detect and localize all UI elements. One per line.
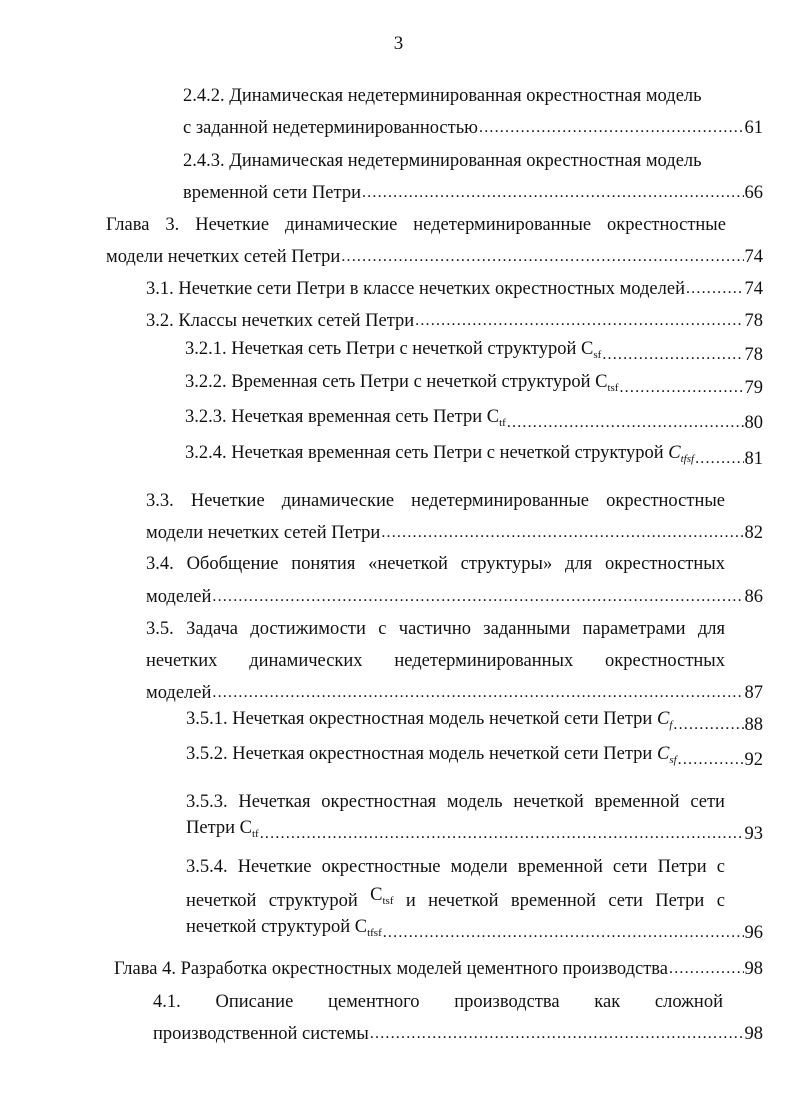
toc-entry-3-2-2[interactable]: 3.2.2. Временная сеть Петри с нечеткой структурой $C_{tsf}$ ..... 79 (185, 369, 763, 399)
toc-entry-2-4-2-line1: 2.4.2. Динамическая недетерминированная окрестностная модель (183, 86, 702, 106)
toc-entry-3-1[interactable]: 3.1. Нечеткие сети Петри в классе нечетких окрестностных моделей ..... 74 (146, 270, 763, 300)
toc-entry-3-5-line1: 3.5. Задача достижимости с частично заданными параметрами для (146, 619, 725, 639)
toc-entry-3-5-line2: нечетких динамических недетерминированных окрестностных (146, 651, 725, 671)
page-number: 3 (393, 33, 404, 54)
page-ref: 86 (744, 587, 763, 607)
page-ref: 78 (744, 311, 763, 331)
toc-entry-3-5-2[interactable]: 3.5.2. Нечеткая окрестностная модель нечеткой сети Петри $C_{sf}$ ..... 92 (186, 741, 763, 771)
page-ref: 66 (744, 183, 763, 203)
toc-entry-3-5-4[interactable]: нечеткой структурой $C_{tfsf}$ ..... 96 (186, 914, 763, 944)
toc-entry-3-5-3[interactable]: Петри $C_{tf}$ ..... 93 (186, 815, 763, 845)
toc-entry-3-5-4-line2: нечеткой структурой $C_{tsf}$ и нечеткой временной сети Петри с (186, 885, 725, 911)
toc-entry-3-2[interactable]: 3.2. Классы нечетких сетей Петри ..... 78 (146, 302, 763, 332)
toc-entry-4-1[interactable]: производственной системы ..... 98 (153, 1015, 763, 1045)
page-ref: 98 (744, 1024, 763, 1044)
page-ref: 78 (744, 345, 763, 365)
page-ref: 92 (744, 750, 763, 770)
toc-entry-3-3-line1: 3.3. Нечеткие динамические недетерминированные окрестностные (146, 491, 725, 511)
toc-entry-2-4-2[interactable]: с заданной недетерминированностью ..... 61 (183, 109, 763, 139)
page-ref: 98 (744, 959, 763, 979)
toc-entry-3-4[interactable]: моделей ..... 86 (146, 578, 763, 608)
toc-entry-3-5-4-line1: 3.5.4. Нечеткие окрестностные модели временной сети Петри с (186, 857, 725, 877)
page-ref: 93 (744, 824, 763, 844)
page-ref: 80 (744, 413, 763, 433)
toc-entry-3-3[interactable]: модели нечетких сетей Петри ..... 82 (146, 514, 763, 544)
page-ref: 79 (744, 378, 763, 398)
page-ref: 61 (744, 118, 763, 138)
page-ref: 82 (744, 523, 763, 543)
toc-entry-3-5[interactable]: моделей ..... 87 (146, 674, 763, 704)
toc-entry-2-4-3[interactable]: временной сети Петри ..... 66 (183, 174, 763, 204)
page-ref: 96 (744, 923, 763, 943)
page-ref: 88 (744, 715, 763, 735)
toc-chapter-3-line1: Глава 3. Нечеткие динамические недетерминированные окрестностные (106, 215, 726, 235)
page-ref: 87 (744, 683, 763, 703)
toc-chapter-3[interactable]: модели нечетких сетей Петри ..... 74 (106, 238, 763, 268)
toc-entry-3-2-3[interactable]: 3.2.3. Нечеткая временная сеть Петри $C_{tf}$ ..... 80 (185, 404, 763, 434)
toc-entry-3-5-1[interactable]: 3.5.1. Нечеткая окрестностная модель нечеткой сети Петри $C_f$ ..... 88 (186, 706, 763, 736)
toc-chapter-4[interactable]: Глава 4. Разработка окрестностных моделей цементного производства ..... 98 (114, 950, 763, 980)
toc-entry-3-2-1[interactable]: 3.2.1. Нечеткая сеть Петри с нечеткой структурой $C_{sf}$ ..... 78 (185, 336, 763, 366)
page-ref: 74 (744, 247, 763, 267)
toc-entry-2-4-3-line1: 2.4.3. Динамическая недетерминированная окрестностная модель (183, 151, 702, 171)
page-ref: 81 (744, 449, 763, 469)
toc-entry-3-5-3-line1: 3.5.3. Нечеткая окрестностная модель нечеткой временной сети (186, 792, 725, 812)
toc-entry-4-1-line1: 4.1. Описание цементного производства как сложной (153, 992, 723, 1012)
toc-entry-3-4-line1: 3.4. Обобщение понятия «нечеткой структуры» для окрестностных (146, 554, 725, 574)
toc-entry-3-2-4[interactable]: 3.2.4. Нечеткая временная сеть Петри с нечеткой структурой $C_{tfsf}$ ..... 81 (185, 440, 763, 470)
page-ref: 74 (744, 279, 763, 299)
